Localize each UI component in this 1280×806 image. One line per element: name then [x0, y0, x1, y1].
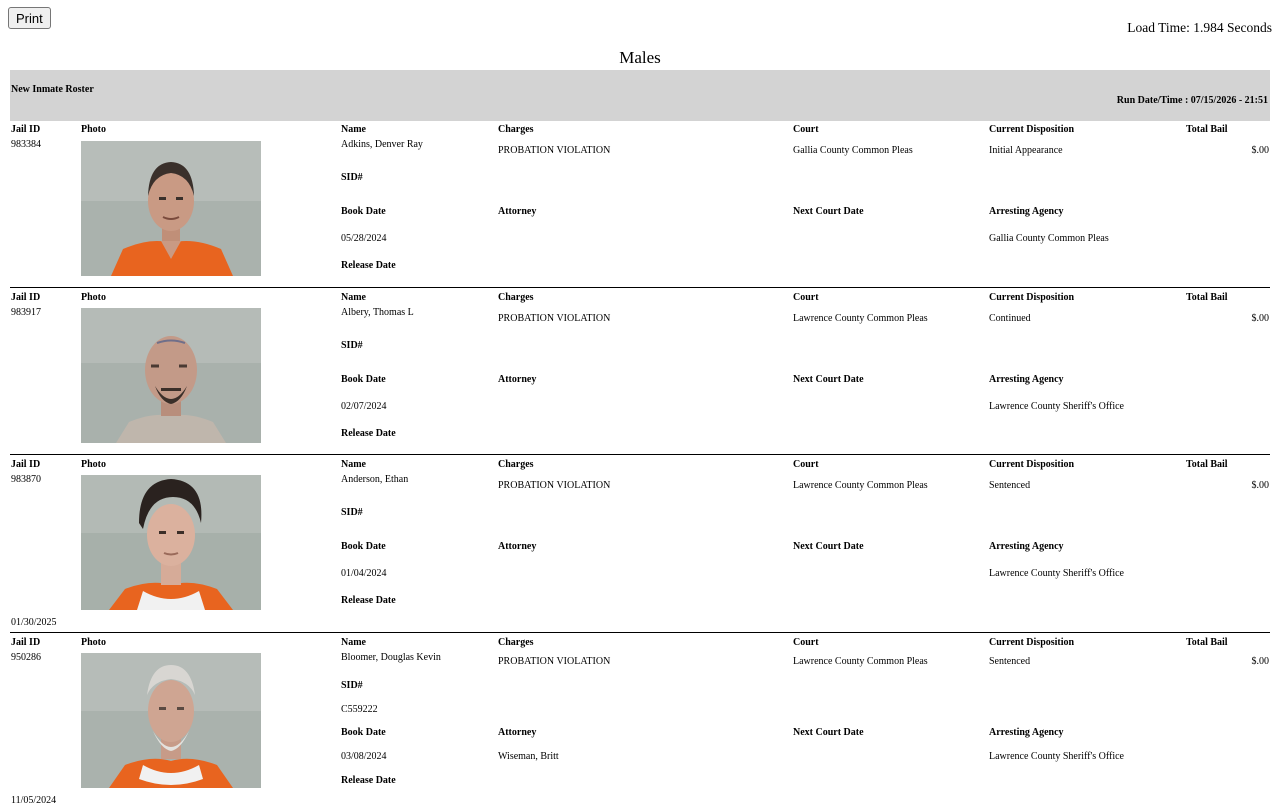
roster-title: New Inmate Roster: [11, 84, 94, 95]
court: Lawrence County Common Pleas: [793, 313, 928, 324]
release-date: 01/30/2025: [11, 617, 57, 628]
bail-header: Total Bail: [1186, 459, 1228, 470]
book-date-header: Book Date: [341, 541, 386, 552]
total-bail: $.00: [1251, 656, 1269, 667]
court-header: Court: [793, 124, 819, 135]
attorney-header: Attorney: [498, 374, 537, 385]
inmate-name: Albery, Thomas L: [341, 307, 414, 318]
charge: PROBATION VIOLATION: [498, 656, 611, 667]
bail-header: Total Bail: [1186, 637, 1228, 648]
jail-id-header: Jail ID: [11, 292, 41, 303]
court-header: Court: [793, 637, 819, 648]
mugshot-photo: [81, 308, 261, 443]
group-title: Males: [619, 48, 661, 67]
name-header: Name: [341, 459, 366, 470]
name-header: Name: [341, 292, 366, 303]
jail-id: 950286: [11, 652, 41, 663]
bail-header: Total Bail: [1186, 292, 1228, 303]
court-header: Court: [793, 292, 819, 303]
court-header: Court: [793, 459, 819, 470]
attorney-header: Attorney: [498, 541, 537, 552]
next-court-date-header: Next Court Date: [793, 374, 864, 385]
sid-header: SID#: [341, 340, 363, 351]
jail-id: 983870: [11, 474, 41, 485]
name-header: Name: [341, 637, 366, 648]
jail-id: 983384: [11, 139, 41, 150]
court: Lawrence County Common Pleas: [793, 480, 928, 491]
attorney: Wiseman, Britt: [498, 751, 559, 762]
book-date-header: Book Date: [341, 374, 386, 385]
inmate-record: [10, 632, 1270, 806]
print-button[interactable]: Print: [8, 7, 51, 29]
inmate-name: Adkins, Denver Ray: [341, 139, 423, 150]
inmate-record: [10, 454, 1270, 633]
jail-id: 983917: [11, 307, 41, 318]
next-court-date-header: Next Court Date: [793, 206, 864, 217]
disposition: Sentenced: [989, 480, 1031, 491]
arresting-agency: Gallia County Common Pleas: [989, 233, 1109, 244]
book-date: 02/07/2024: [341, 401, 387, 412]
mugshot-photo: [81, 475, 261, 610]
run-datetime: Run Date/Time : 07/15/2026 - 21:51: [1116, 95, 1268, 106]
inmate-record: [10, 287, 1270, 455]
charge: PROBATION VIOLATION: [498, 480, 611, 491]
sid: C559222: [341, 704, 378, 715]
jail-id-header: Jail ID: [11, 637, 41, 648]
release-date-header: Release Date: [341, 595, 396, 606]
attorney-header: Attorney: [498, 727, 537, 738]
mugshot-photo: [81, 653, 261, 788]
disposition-header: Current Disposition: [989, 124, 1075, 135]
release-date-header: Release Date: [341, 775, 396, 786]
arresting-agency-header: Arresting Agency: [989, 727, 1064, 738]
arresting-agency: Lawrence County Sheriff's Office: [989, 568, 1124, 579]
disposition: Sentenced: [989, 656, 1031, 667]
book-date: 01/04/2024: [341, 568, 387, 579]
sid-header: SID#: [341, 172, 363, 183]
load-time: Load Time: 1.984 Seconds: [1127, 20, 1272, 35]
court: Lawrence County Common Pleas: [793, 656, 928, 667]
release-date-header: Release Date: [341, 428, 396, 439]
charges-header: Charges: [498, 292, 534, 303]
total-bail: $.00: [1251, 313, 1269, 324]
attorney-header: Attorney: [498, 206, 537, 217]
roster-banner: [10, 70, 1270, 121]
mugshot-photo: [81, 141, 261, 276]
disposition-header: Current Disposition: [989, 459, 1075, 470]
inmate-record: [10, 124, 1270, 287]
disposition-header: Current Disposition: [989, 292, 1075, 303]
charge: PROBATION VIOLATION: [498, 145, 611, 156]
photo-header: Photo: [81, 637, 106, 648]
jail-id-header: Jail ID: [11, 459, 41, 470]
book-date-header: Book Date: [341, 206, 386, 217]
sid-header: SID#: [341, 680, 363, 691]
bail-header: Total Bail: [1186, 124, 1228, 135]
charge: PROBATION VIOLATION: [498, 313, 611, 324]
disposition-header: Current Disposition: [989, 637, 1075, 648]
inmate-name: Bloomer, Douglas Kevin: [341, 652, 441, 663]
photo-header: Photo: [81, 124, 106, 135]
charges-header: Charges: [498, 124, 534, 135]
arresting-agency-header: Arresting Agency: [989, 206, 1064, 217]
photo-header: Photo: [81, 459, 106, 470]
next-court-date-header: Next Court Date: [793, 727, 864, 738]
total-bail: $.00: [1251, 145, 1269, 156]
book-date: 03/08/2024: [341, 751, 387, 762]
sid-header: SID#: [341, 507, 363, 518]
disposition: Continued: [989, 313, 1031, 324]
disposition: Initial Appearance: [989, 145, 1063, 156]
inmate-name: Anderson, Ethan: [341, 474, 409, 485]
next-court-date-header: Next Court Date: [793, 541, 864, 552]
court: Gallia County Common Pleas: [793, 145, 913, 156]
photo-header: Photo: [81, 292, 106, 303]
arresting-agency: Lawrence County Sheriff's Office: [989, 751, 1124, 762]
name-header: Name: [341, 124, 366, 135]
arresting-agency-header: Arresting Agency: [989, 374, 1064, 385]
arresting-agency: Lawrence County Sheriff's Office: [989, 401, 1124, 412]
charges-header: Charges: [498, 637, 534, 648]
arresting-agency-header: Arresting Agency: [989, 541, 1064, 552]
total-bail: $.00: [1251, 480, 1269, 491]
book-date: 05/28/2024: [341, 233, 387, 244]
charges-header: Charges: [498, 459, 534, 470]
jail-id-header: Jail ID: [11, 124, 41, 135]
book-date-header: Book Date: [341, 727, 386, 738]
release-date-header: Release Date: [341, 260, 396, 271]
release-date: 11/05/2024: [11, 795, 57, 806]
